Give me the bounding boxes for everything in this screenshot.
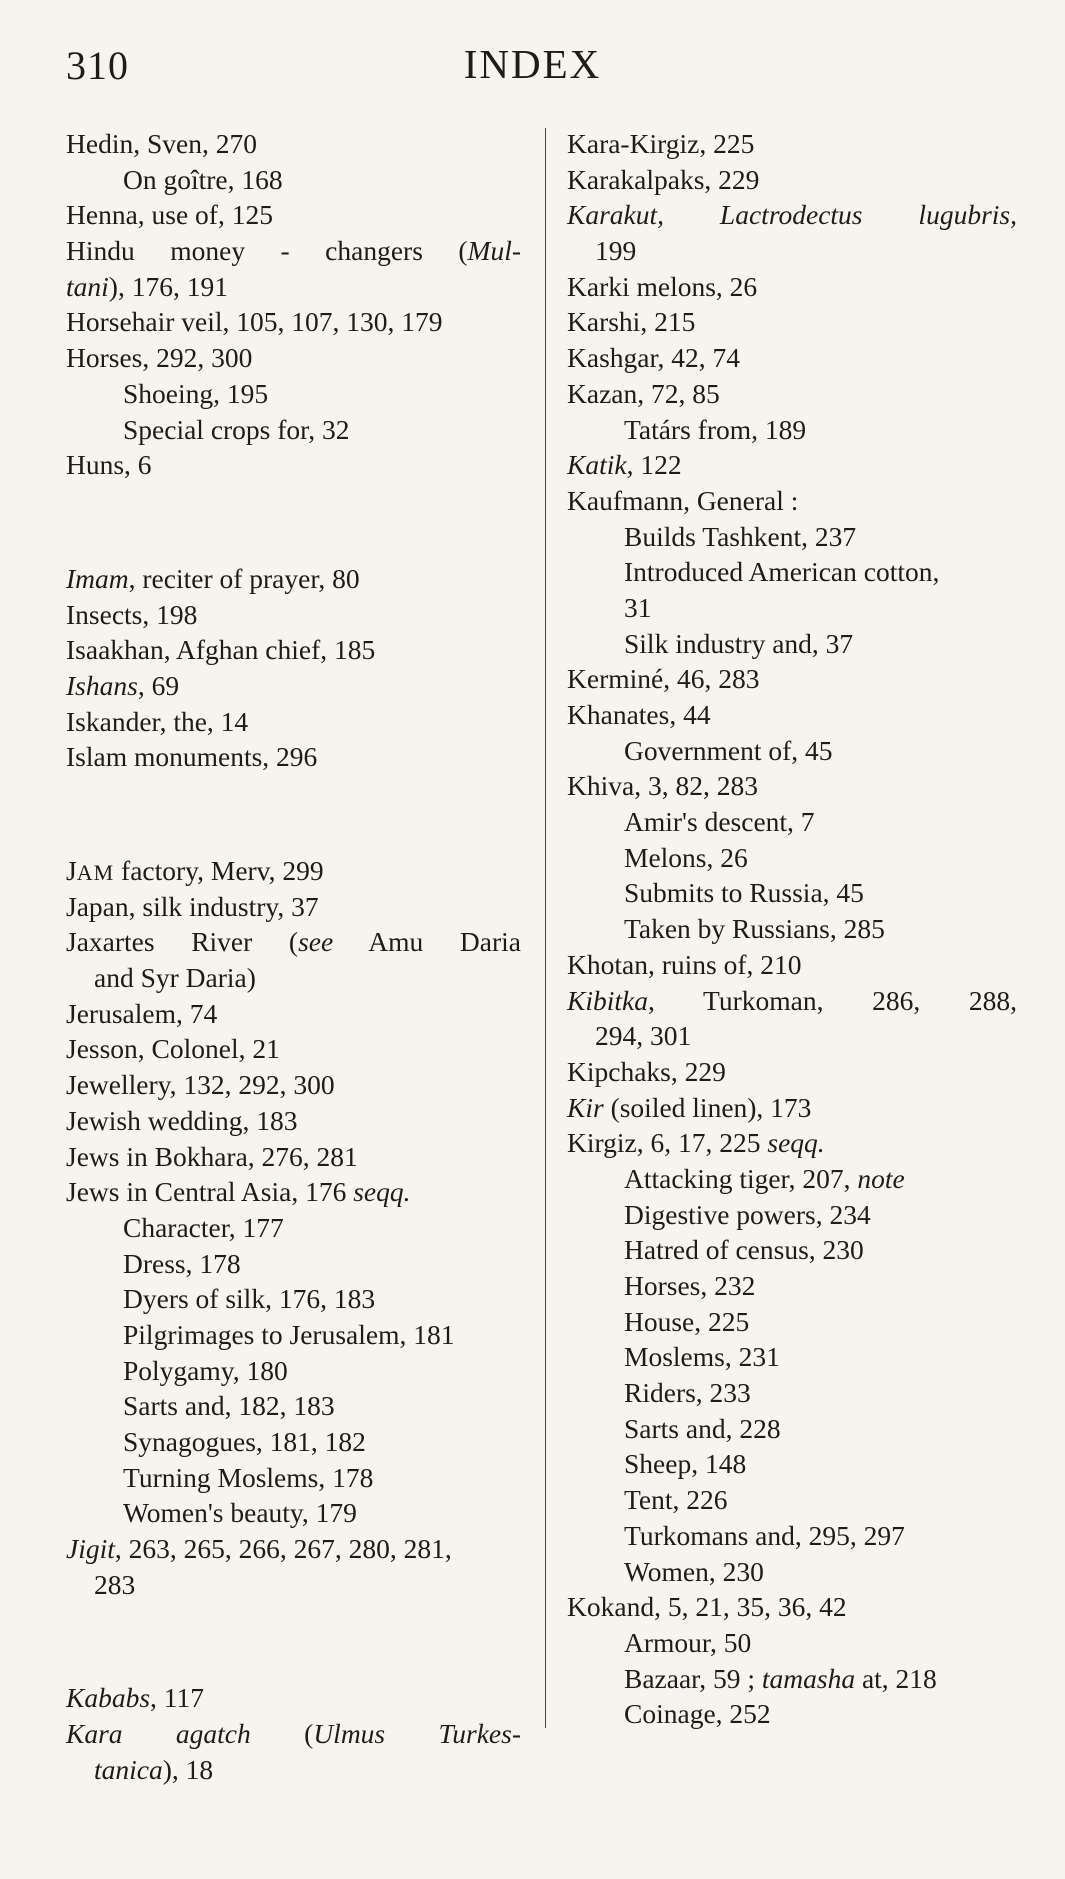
index-entry-continuation [66, 1752, 521, 1788]
index-subentry: On goître, 168 [123, 163, 283, 195]
index-entry [66, 924, 521, 960]
entry-text: , 122 [626, 449, 682, 481]
entry-text: , Turkoman, 286, 288, [647, 984, 1017, 1016]
entry-text: Attacking tiger, 207, [624, 1162, 858, 1194]
index-entry: Isaakhan, Afghan chief, 185 [66, 634, 376, 666]
entry-text: Amu Daria [333, 926, 521, 958]
index-subentry: Shoeing, 195 [123, 377, 269, 409]
column-divider [545, 128, 546, 1728]
entry-italic: Katik [567, 449, 627, 481]
entry-text: , 263, 265, 266, 267, 280, 281, [114, 1533, 452, 1565]
index-subentry: Hatred of census, 230 [624, 1234, 864, 1266]
index-entry [66, 1716, 521, 1752]
index-subentry: Silk industry and, 37 [624, 627, 854, 659]
index-subentry: Women, 230 [624, 1555, 764, 1587]
index-entry [66, 1174, 521, 1210]
index-entry [567, 447, 1017, 483]
index-subentry: Women's beauty, 179 [123, 1497, 357, 1529]
entry-italic: tamasha [761, 1662, 856, 1694]
index-entry [66, 668, 521, 704]
index-entry: Karakalpaks, 229 [567, 163, 760, 195]
entry-italic: Kara agatch [66, 1718, 251, 1750]
index-entry: Iskander, the, 14 [66, 705, 249, 737]
index-entry: Huns, 6 [66, 449, 152, 481]
index-entry: Jerusalem, 74 [66, 997, 218, 1029]
index-subentry: Armour, 50 [624, 1626, 752, 1658]
index-entry: Kerminé, 46, 283 [567, 663, 760, 695]
entry-text: at, 218 [855, 1662, 937, 1694]
index-subentry: Dyers of silk, 176, 183 [123, 1283, 376, 1315]
index-entry [66, 561, 521, 597]
index-entry: Kipchaks, 229 [567, 1055, 726, 1087]
index-subentry: Submits to Russia, 45 [624, 877, 864, 909]
index-entry: Kazan, 72, 85 [567, 377, 720, 409]
index-entry [567, 1090, 1017, 1126]
entry-text: Bazaar, 59 ; [624, 1662, 762, 1694]
entry-italic: tani [66, 270, 109, 302]
entry-text: Kirgiz, 6, 17, 225 [567, 1127, 768, 1159]
entry-text: factory, Merv, 299 [114, 855, 324, 886]
index-subentry: Taken by Russians, 285 [624, 913, 885, 945]
entry-text: , 69 [137, 669, 180, 701]
index-entry: Kokand, 5, 21, 35, 36, 42 [567, 1591, 847, 1623]
index-subentry: Special crops for, 32 [123, 413, 350, 445]
index-entry: Jesson, Colonel, 21 [66, 1033, 280, 1065]
index-subentry: Riders, 233 [624, 1377, 751, 1409]
index-entry: Khotan, ruins of, 210 [567, 948, 802, 980]
index-entry [567, 1125, 1017, 1161]
entry-italic: Ishans [66, 669, 138, 701]
entry-italic: Mul- [467, 235, 521, 267]
entry-text: ), 18 [162, 1753, 214, 1785]
index-subentry: Amir's descent, 7 [624, 806, 815, 838]
entry-italic: Kir [567, 1091, 604, 1123]
index-entry-continuation: 31 [624, 591, 652, 623]
entry-text: ), 176, 191 [108, 270, 228, 302]
entry-italic: seqq. [767, 1127, 825, 1159]
index-subentry [567, 1161, 1017, 1197]
index-column-right [567, 126, 1017, 1732]
entry-italic: Kibitka [567, 984, 648, 1016]
entry-text: , reciter of prayer, 80 [128, 562, 360, 594]
index-subentry: Sarts and, 228 [624, 1412, 781, 1444]
index-entry: Karakut, Lactrodectus lugubris, [567, 199, 1017, 231]
index-subentry: Dress, 178 [123, 1247, 241, 1279]
entry-text: Hindu money - changers ( [66, 235, 468, 267]
entry-italic: see [298, 926, 334, 958]
entry-italic: Jigit [66, 1533, 115, 1565]
index-subentry: Tent, 226 [624, 1484, 728, 1516]
index-entry [66, 1680, 521, 1716]
entry-italic: note [857, 1162, 905, 1194]
index-subentry: Builds Tashkent, 237 [624, 520, 857, 552]
entry-italic: seqq. [353, 1176, 411, 1208]
index-subentry: Melons, 26 [624, 841, 748, 873]
index-subentry: Coinage, 252 [624, 1698, 771, 1730]
index-subentry: Government of, 45 [624, 734, 833, 766]
index-entry: Henna, use of, 125 [66, 199, 273, 231]
index-entry: Jewellery, 132, 292, 300 [66, 1069, 335, 1101]
index-entry: Japan, silk industry, 37 [66, 890, 319, 922]
index-subentry: Synagogues, 181, 182 [123, 1426, 366, 1457]
entry-italic: Ulmus Turkes- [313, 1718, 521, 1750]
index-entry: Horses, 292, 300 [66, 342, 253, 374]
entry-text: Jews in Central Asia, 176 [66, 1176, 354, 1208]
index-entry-continuation [66, 269, 521, 305]
entry-text: J [66, 855, 77, 886]
index-entry: Jewish wedding, 183 [66, 1104, 298, 1136]
index-subentry: Digestive powers, 234 [624, 1198, 871, 1230]
page-number: 310 [66, 43, 129, 88]
index-entry: Insects, 198 [66, 598, 198, 630]
index-entry: Khiva, 3, 82, 283 [567, 770, 758, 802]
index-column-left [66, 126, 521, 1788]
index-entry: Jews in Bokhara, 276, 281 [66, 1140, 358, 1172]
entry-smallcaps: AM [76, 860, 115, 885]
entry-text: , 117 [150, 1682, 205, 1714]
index-entry [66, 233, 521, 269]
index-subentry: Pilgrimages to Jerusalem, 181 [123, 1318, 455, 1350]
index-entry: Hedin, Sven, 270 [66, 128, 257, 159]
index-subentry: Introduced American cotton, [624, 556, 940, 588]
index-entry-continuation: and Syr Daria) [94, 962, 256, 994]
index-entry [66, 1531, 521, 1567]
index-subentry: Horses, 232 [624, 1270, 756, 1301]
index-entry: Kashgar, 42, 74 [567, 342, 741, 374]
entry-italic: Imam [66, 562, 129, 594]
section-gap [66, 483, 521, 561]
index-subentry: Turning Moslems, 178 [123, 1461, 374, 1493]
section-gap [66, 775, 521, 853]
index-subentry: Turkomans and, 295, 297 [624, 1519, 905, 1551]
index-entry: Horsehair veil, 105, 107, 130, 179 [66, 306, 443, 338]
index-entry-continuation: 294, 301 [595, 1020, 692, 1052]
index-subentry: Moslems, 231 [624, 1341, 780, 1373]
index-subentry [567, 1661, 1017, 1697]
index-subentry: Sheep, 148 [624, 1448, 747, 1480]
index-subentry: Character, 177 [123, 1211, 284, 1243]
index-entry: Karshi, 215 [567, 306, 696, 338]
index-entry-continuation: 199 [595, 235, 637, 267]
page-title: INDEX [463, 41, 602, 87]
index-entry: Islam monuments, 296 [66, 741, 318, 773]
index-subentry: Tatárs from, 189 [624, 413, 807, 445]
index-entry [66, 853, 521, 889]
entry-text: Jaxartes River ( [66, 926, 299, 958]
index-entry: Kaufmann, General : [567, 484, 799, 516]
index-entry: Khanates, 44 [567, 699, 711, 730]
index-entry-continuation: 283 [94, 1568, 136, 1600]
entry-italic: Kababs [66, 1682, 151, 1714]
index-subentry: Polygamy, 180 [123, 1354, 288, 1386]
index-entry: Karki melons, 26 [567, 270, 758, 302]
entry-text: ( [250, 1718, 314, 1750]
index-subentry: House, 225 [624, 1305, 750, 1337]
index-entry [567, 983, 1017, 1019]
index-entry: Kara-Kirgiz, 225 [567, 128, 755, 159]
index-subentry: Sarts and, 182, 183 [123, 1390, 335, 1422]
entry-text: (soiled linen), 173 [603, 1091, 812, 1123]
entry-italic: tanica [94, 1753, 163, 1785]
section-gap [66, 1602, 521, 1680]
